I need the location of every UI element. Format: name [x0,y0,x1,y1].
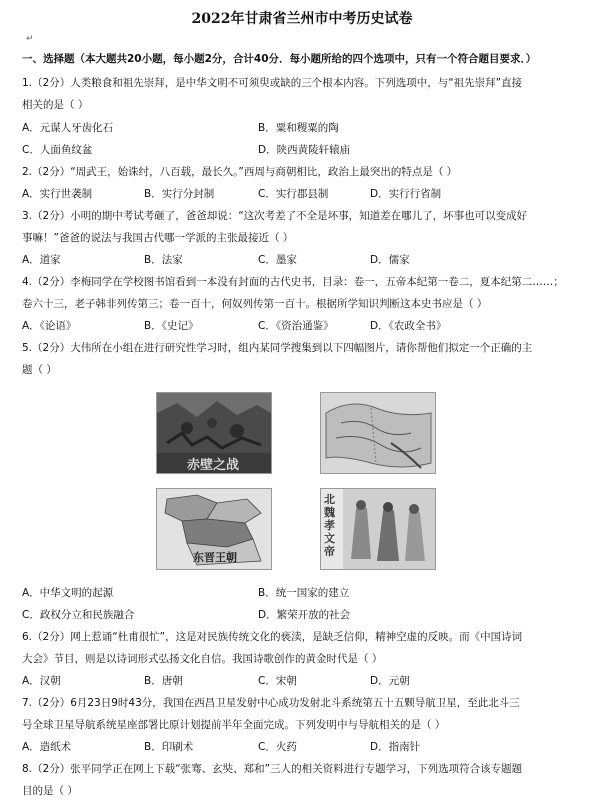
q1-stem-line1: 1.（2分）人类粮食和祖先崇拜，是中华文明不可须臾或缺的三个根本内容。下列选项中，与“祖先崇拜”直接 [22,77,523,89]
battle-painting-image [156,392,272,474]
section-heading: 一、选择题（本大题共20小题，每小题2分，合计40分．每小题所给的四个选项中，只有一个符合题目要求．） [22,53,537,65]
q2-option-c: C．实行郡县制 [258,188,329,200]
northern-wei-reform-image [320,488,436,570]
q2-option-d: D．实行行省制 [370,188,442,200]
q4-option-b: B．《史记》 [144,320,199,332]
q6-option-d: D．元朝 [370,675,410,687]
q3-stem-line1: 3.（2分）小明的期中考试考砸了，爸爸却说：“这次考差了不全是坏事，知道差在哪儿了，坏事也可以变成好 [22,210,528,222]
q3-option-a: A．道家 [22,254,61,266]
q4-option-c: C．《资治通鉴》 [258,320,334,332]
q1-option-c: C．人面鱼纹盆 [22,144,93,156]
exam-title: 2022年甘肃省兰州市中考历史试卷 [191,11,413,27]
q1-stem-line2: 相关的是（ ） [22,99,89,111]
q5-option-b: B．统一国家的建立 [258,587,350,599]
q7-option-a: A．造纸术 [22,741,72,753]
q6-stem-line1: 6.（2分）网上惹诵“杜甫很忙”，这是对民族传统文化的亵渎，是缺乏信仰，精神空虚的反映。而《中国诗词 [22,631,523,643]
q1-option-a: A．元谋人牙齿化石 [22,122,114,134]
q6-stem-line2: 大会》节目，则是以诗词形式弘扬文化自信。我国诗歌创作的黄金时代是（ ） [22,653,383,665]
q1-option-b: B．粟和稷粟的陶 [258,122,339,134]
q5-option-a: A．中华文明的起源 [22,587,114,599]
eastern-jin-map-image [156,488,272,570]
eastern-jin-caption: 东晋王朝 [193,551,237,564]
q2-stem-line1: 2.（2分）“周武王，始诛纣，八百载，最长久。”西周与商朝相比，政治上最突出的特点是（ ） [22,166,458,178]
q6-option-c: C．宋朝 [258,675,297,687]
q1-option-d: D．陕西黄陵轩辕庙 [258,144,351,156]
q6-option-a: A．汉朝 [22,675,61,687]
q4-stem-line1: 4.（2分）李梅同学在学校图书馆看到一本没有封面的古代史书，目录：卷一，五帝本纪第一卷二，夏本纪第二……； [22,276,564,288]
q5-stem-line2: 题（ ） [22,364,57,376]
paragraph-mark: ↵ [26,34,34,44]
q3-stem-line2: 事嘛！”爸爸的说法与我国古代哪一学派的主张最接近（ ） [22,232,294,244]
q5-option-c: C．政权分立和民族融合 [22,609,135,621]
q6-option-b: B．唐朝 [144,675,183,687]
q4-option-d: D．《农政全书》 [370,320,447,332]
northern-wei-caption: 北魏孝文帝 [324,493,335,558]
q7-stem-line1: 7.（2分）6月23日9时43分，我国在西昌卫星发射中心成功发射北斗系统第五十五颗导航卫星，至此北斗三 [22,697,520,709]
q8-stem-line2: 目的是（ ） [22,785,78,797]
map-image [320,392,436,474]
q3-option-c: C．墨家 [258,254,297,266]
q7-stem-line2: 号全球卫星导航系统星座部署比原计划提前半年全面完成。下列发明中与导航相关的是（ ） [22,719,446,731]
q3-option-d: D．儒家 [370,254,410,266]
q5-option-d: D．繁荣开放的社会 [258,609,351,621]
q3-option-b: B．法家 [144,254,183,266]
q7-option-b: B．印刷术 [144,741,194,753]
q7-option-c: C．火药 [258,741,297,753]
q4-option-a: A．《论语》 [22,320,77,332]
q2-option-b: B．实行分封制 [144,188,215,200]
q2-option-a: A．实行世袭制 [22,188,93,200]
q4-stem-line2: 卷六十三，老子韩非列传第三；卷一百十，何奴列传第一百十。根据所学知识判断这本史书应是（ ） [22,298,488,310]
q5-stem-line1: 5.（2分）大伟所在小组在进行研究性学习时，组内某同学搜集到以下四幅图片，请你帮他们拟定一个正确的主 [22,342,533,354]
q8-stem-line1: 8.（2分）张平同学正在网上下载“张骞、玄奘、郑和”三人的相关资料进行专题学习，下列选项符合该专题题 [22,763,523,775]
q7-option-d: D．指南针 [370,741,421,753]
battle-caption: 赤壁之战 [187,458,240,473]
